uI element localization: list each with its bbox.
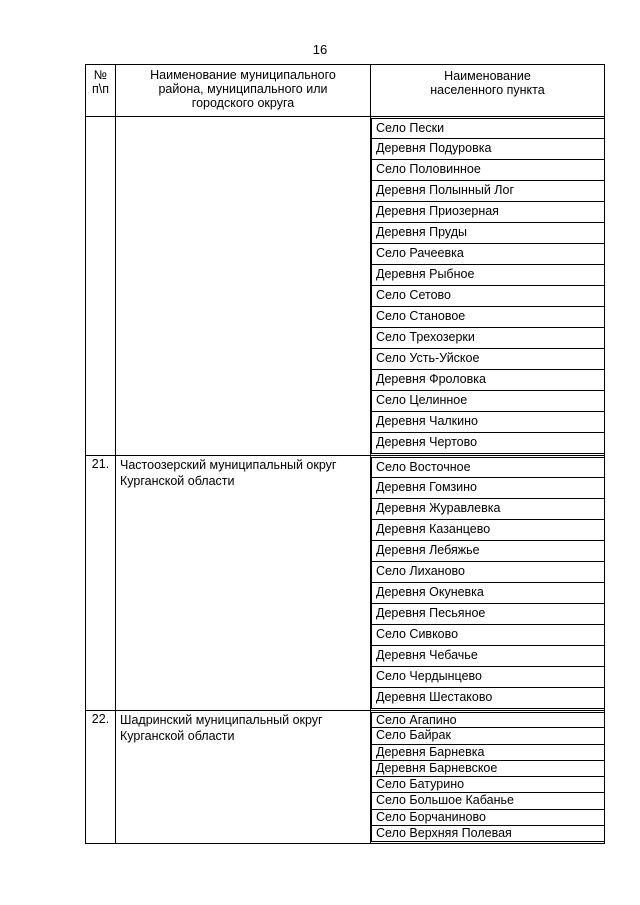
settlement-item: Село Батурино — [371, 777, 605, 793]
header-settlement — [371, 65, 605, 117]
settlement-item: Село Становое — [371, 307, 605, 328]
settlement-item: Село Верхняя Полевая — [371, 826, 605, 842]
settlement-item: Деревня Песьяное — [371, 604, 605, 625]
settlement-item: Село Рачеевка — [371, 244, 605, 265]
settlement-item: Деревня Подуровка — [371, 139, 605, 160]
settlement-item: Деревня Чебачье — [371, 646, 605, 667]
settlements-cell — [371, 711, 605, 844]
settlement-item: Деревня Окуневка — [371, 583, 605, 604]
settlements-cell — [371, 117, 605, 456]
header-district — [116, 65, 371, 117]
header-num — [86, 65, 116, 117]
settlement-item: Село Борчаниново — [371, 810, 605, 826]
district-name: Частоозерский муниципальный округ Курганской области — [116, 456, 371, 711]
settlement-item: Село Сивково — [371, 625, 605, 646]
settlement-item: Деревня Лебяжье — [371, 541, 605, 562]
district-name: Шадринский муниципальный округ Курганской области — [116, 711, 371, 844]
settlement-item: Деревня Приозерная — [371, 202, 605, 223]
header-district-text: Наименование муниципального района, муниципального или городского округа — [150, 68, 336, 110]
row-number — [86, 117, 116, 456]
settlement-item: Село Усть-Уйское — [371, 349, 605, 370]
table-row — [86, 117, 605, 456]
district-name — [116, 117, 371, 456]
settlement-item: Деревня Чалкино — [371, 412, 605, 433]
header-num-text: № п\п — [91, 68, 109, 96]
settlements-table — [85, 64, 605, 844]
settlement-item: Деревня Гомзино — [371, 478, 605, 499]
table-row — [86, 711, 605, 844]
settlement-item: Село Сетово — [371, 286, 605, 307]
settlement-item: Деревня Полынный Лог — [371, 181, 605, 202]
table-row — [86, 456, 605, 711]
page-number: 16 — [312, 42, 328, 57]
settlement-item: Деревня Казанцево — [371, 520, 605, 541]
settlement-item: Село Чердынцево — [371, 667, 605, 688]
settlement-item: Село Половинное — [371, 160, 605, 181]
settlement-item: Деревня Фроловка — [371, 370, 605, 391]
row-number: 22. — [86, 711, 116, 844]
settlement-item: Деревня Рыбное — [371, 265, 605, 286]
settlement-item: Деревня Барневка — [371, 745, 605, 761]
settlement-item: Деревня Пруды — [371, 223, 605, 244]
table-header-row — [86, 65, 605, 117]
settlement-item: Село Большое Кабанье — [371, 793, 605, 809]
settlement-item: Село Лиханово — [371, 562, 605, 583]
row-number: 21. — [86, 456, 116, 711]
settlement-item: Село Восточное — [371, 457, 605, 478]
settlement-item: Деревня Журавлевка — [371, 499, 605, 520]
settlements-cell — [371, 456, 605, 711]
settlement-item: Село Трехозерки — [371, 328, 605, 349]
settlement-item: Деревня Барневское — [371, 761, 605, 777]
settlement-item: Село Агапино — [371, 712, 605, 728]
header-settlement-text: Наименование населенного пункта — [430, 69, 545, 97]
settlement-item: Деревня Шестаково — [371, 688, 605, 709]
settlement-item: Село Байрак — [371, 728, 605, 744]
settlement-item: Деревня Чертово — [371, 433, 605, 454]
settlement-item: Село Целинное — [371, 391, 605, 412]
settlement-item: Село Пески — [371, 118, 605, 139]
